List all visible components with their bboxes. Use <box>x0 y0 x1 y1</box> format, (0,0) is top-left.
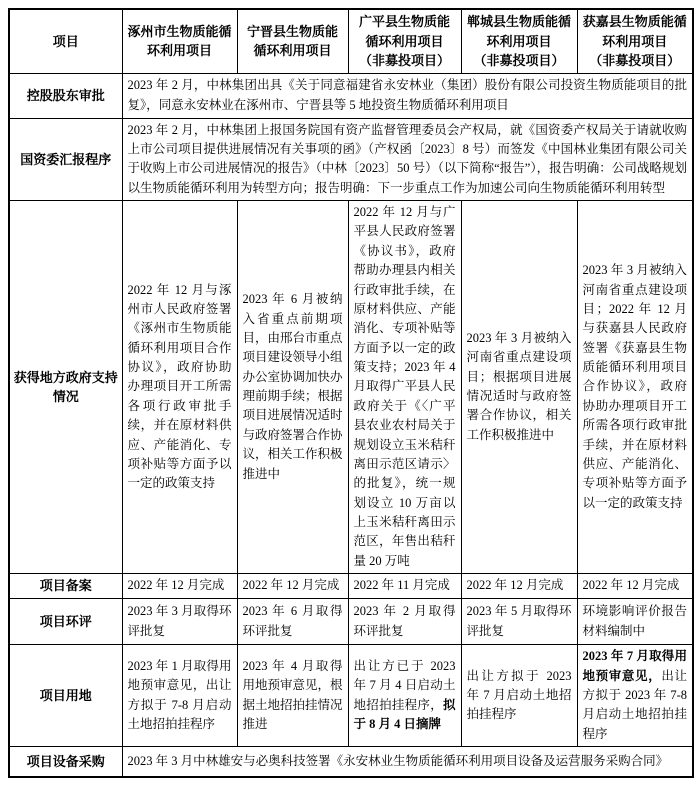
row-label-text: 项目用地 <box>39 687 92 703</box>
cell-text: 2022 年 12 月与广平县人民政府签署《协议书》，政府帮助办理县内相关行政审批手续，在原材料供应、产能消化、专项补贴等方面予以一定的政策支持；2023 年 4 月取得广平县人民政府关于《〈广平县农业农村局关于规划设立玉米秸秆离田示范区请示〉的批复》，统一规划设立 10 万亩以上玉米秸秆离田示范区，年售出秸秆量 20 万吨 <box>353 205 456 568</box>
cell-filing-guangping <box>348 574 461 599</box>
column-header-label: 项目 <box>52 33 79 49</box>
row-local-gov-support <box>9 201 693 574</box>
row-label-text: 国资委汇报程序 <box>20 151 112 167</box>
row-label-project-eia <box>9 599 122 645</box>
cell-land-dancheng <box>461 645 577 747</box>
column-header-dancheng <box>461 9 577 73</box>
cell-text: 出让方拟于 2023 年 7 月启动土地招拍挂程序 <box>466 668 572 722</box>
row-label-text: 控股股东审批 <box>26 87 105 103</box>
cell-text: 2023 年 2 月，中林集团上报国务院国有资产监督管理委员会产权局，就《国资委产权局关于请就收购上市公司项目提供进展情况有关事项的函》（产权函〔2023〕8 号）而签发《中国林业集团有限公司关于收购上市公司进展情况的报告》（中林〔2023〕50 号）（以下简称“报告”），报告明确：公司战略规划以生物质能循环利用为转型方向；报告明确：下一步重点工作为加速公司向生物质能循环利用转型 <box>127 122 687 195</box>
cell-eia-huojia <box>577 599 693 645</box>
row-project-filing <box>9 574 693 599</box>
cell-filing-dancheng <box>461 574 577 599</box>
row-label-local-gov-support <box>9 201 122 574</box>
row-label-project-filing <box>9 574 122 599</box>
cell-support-zhuozhou <box>122 201 237 574</box>
cell-sasac-reporting <box>122 118 693 201</box>
cell-equipment-procurement <box>122 747 693 777</box>
row-project-eia <box>9 599 693 645</box>
cell-text: 2023 年 1 月取得用地预审意见，出让方拟于 7-8 月启动土地招拍挂程序 <box>127 658 232 731</box>
cell-text: 2023 年 5 月取得环评批复 <box>466 604 572 638</box>
cell-land-zhuozhou <box>122 645 237 747</box>
row-label-equipment-procurement <box>9 747 122 777</box>
row-label-text: 项目设备采购 <box>26 753 105 769</box>
cell-text: 2022 年 12 月完成 <box>582 578 680 593</box>
cell-text: 出让方拟于 2023 年 7-8 月启动土地招拍挂程序 <box>582 668 687 741</box>
cell-text: 2023 年 3 月被纳入河南省重点建设项目；2022 年 12 月与获嘉县人民政府签署《获嘉县生物质能循环利用项目合作协议》，政府协助办理项目开工所需各项行政审批手续，并在原材料供应、产能消化、专项补贴等方面予以一定的政策支持 <box>582 263 687 510</box>
cell-text: 2023 年 6 月被纳入省重点前期项目，由邢台市重点项目建设领导小组办公室协调加快办理前期手续；根据项目进展情况适时与政府签署合作协议，相关工作积极推进中 <box>242 292 343 481</box>
row-label-text: 项目环评 <box>39 613 92 629</box>
column-header-label: 广平县生物质能循环利用项目 <box>358 14 450 49</box>
column-header-project <box>9 9 122 73</box>
cell-text-bold: 拟于 8 月 4 日摘牌 <box>353 697 456 731</box>
column-header-label: 郸城县生物质能循环利用项目 <box>466 14 571 49</box>
cell-support-huojia <box>577 201 693 574</box>
column-header-label: 涿州市生物质能循环利用项目 <box>127 23 232 59</box>
cell-text: 2023 年 3 月取得环评批复 <box>127 604 232 638</box>
cell-support-dancheng <box>461 201 577 574</box>
cell-eia-ningjin <box>237 599 348 645</box>
column-header-ningjin <box>237 9 348 73</box>
cell-eia-dancheng <box>461 599 577 645</box>
column-header-zhuozhou <box>122 9 237 73</box>
cell-filing-huojia <box>577 574 693 599</box>
row-label-project-land <box>9 645 122 747</box>
cell-filing-zhuozhou <box>122 574 237 599</box>
row-label-text: 获得地方政府支持情况 <box>13 369 118 405</box>
project-progress-table <box>8 8 694 778</box>
column-header-guangping <box>348 9 461 73</box>
cell-filing-ningjin <box>237 574 348 599</box>
cell-text: 2022 年 12 月完成 <box>242 578 340 593</box>
cell-text: 2023 年 2 月，中林集团出具《关于同意福建省永安林业（集团）股份有限公司投资生物质能项目的批复》，同意永安林业在涿州市、宁晋县等 5 地投资生物质循环利用项目 <box>127 78 687 112</box>
row-label-text: 项目备案 <box>39 578 92 594</box>
cell-land-guangping <box>348 645 461 747</box>
cell-text: 2022 年 11 月完成 <box>353 578 450 593</box>
cell-support-guangping <box>348 201 461 574</box>
row-label-holding-shareholder-approval <box>9 73 122 118</box>
cell-text: 2022 年 12 月完成 <box>466 578 564 593</box>
cell-text: 2023 年 6 月取得环评批复 <box>242 604 343 638</box>
column-header-note: （非募投项目） <box>589 53 681 68</box>
cell-text: 2022 年 12 月与涿州市人民政府签署《涿州市生物质能循环利用项目合作协议》，政府协助办理项目开工所需各项行政审批手续，并在原材料供应、产能消化、专项补贴等方面予以一定的政策支持 <box>127 282 232 491</box>
column-header-label: 宁晋县生物质能循环利用项目 <box>246 23 338 59</box>
column-header-huojia <box>577 9 693 73</box>
cell-text: 出让方已于 2023 年 7 月 4 日启动土地招拍挂程序， <box>353 658 456 712</box>
cell-text: 2023 年 3 月被纳入河南省重点建设项目；根据项目进展情况适时与政府签署合作协议，相关工作积极推进中 <box>466 330 572 442</box>
cell-text: 2022 年 12 月完成 <box>127 578 225 593</box>
cell-eia-zhuozhou <box>122 599 237 645</box>
cell-holding-shareholder-approval <box>122 73 693 118</box>
cell-text-bold: 2023 年 7 月取得用地预审意见， <box>582 649 687 683</box>
cell-text: 2023 年 4 月取得用地预审意见，根据土地招拍挂情况推进 <box>242 658 343 731</box>
cell-eia-guangping <box>348 599 461 645</box>
column-header-note: （非募投项目） <box>473 53 565 68</box>
row-holding-shareholder-approval <box>9 73 693 118</box>
column-header-label: 获嘉县生物质能循环利用项目 <box>582 14 687 49</box>
row-project-land <box>9 645 693 747</box>
cell-text: 环境影响评价报告材料编制中 <box>582 604 687 638</box>
row-equipment-procurement <box>9 747 693 777</box>
cell-support-ningjin <box>237 201 348 574</box>
cell-land-huojia <box>577 645 693 747</box>
column-header-note: （非募投项目） <box>358 53 450 68</box>
header-row <box>9 9 693 73</box>
cell-text: 2023 年 2 月取得环评批复 <box>353 604 456 638</box>
cell-land-ningjin <box>237 645 348 747</box>
row-label-sasac-reporting <box>9 118 122 201</box>
cell-text: 2023 年 3 月中林雄安与必奥科技签署《永安林业生物质能循环利用项目设备及运营服务采购合同》 <box>127 753 669 768</box>
row-sasac-reporting <box>9 118 693 201</box>
